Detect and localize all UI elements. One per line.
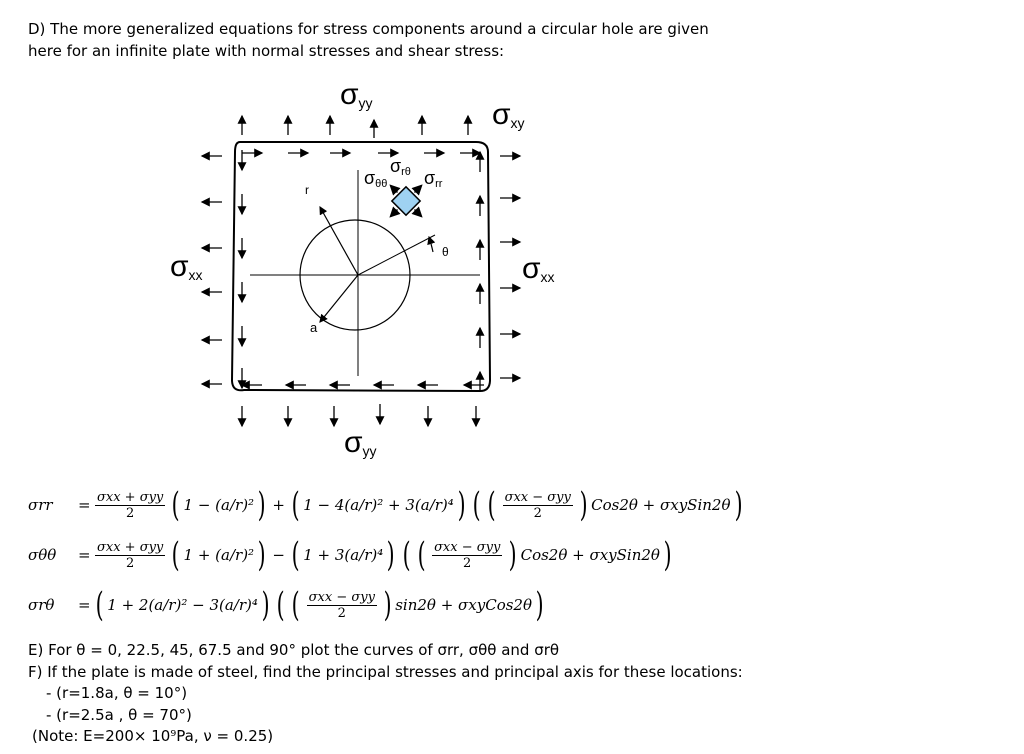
- intro-line-2: here for an infinite plate with normal stresses and shear stress:: [28, 42, 505, 60]
- eq1-paren1: 1 − (a/r)²: [183, 496, 255, 514]
- eq2-frac2: $\frac{\text{σxx − σyy}}{2}$: [434, 539, 501, 571]
- eq3-frac2: $\frac{\text{σxx − σyy}}{2}$: [308, 589, 375, 621]
- bottom-syy-arrows: [242, 404, 476, 426]
- location-1: - (r=1.8a, θ = 10°): [46, 684, 188, 702]
- question-e: E) For θ = 0, 22.5, 45, 67.5 and 90° plot the curves of σrr, σθθ and σrθ: [28, 641, 560, 659]
- label-r: r: [305, 183, 309, 197]
- radius-a-arrow: [320, 275, 358, 322]
- equation-srr: σrr = $\frac{\text{σxx + σyy}}{2}$ ( 1 − (a/r)² ) + ( 1 − 4(a/r)² + 3(a/r)⁴ ) ( ( $\frac{\text{σxx − σyy}}{2}$ ) Cos2θ + σxySin2θ ): [28, 485, 743, 525]
- plate-hole-diagram: [150, 80, 570, 470]
- label-stt: σθθ: [364, 168, 388, 190]
- intro-line-1: D) The more generalized equations for stress components around a circular hole are given: [28, 20, 709, 38]
- questions-block: [28, 640, 743, 748]
- equation-srt: σrθ = ( 1 + 2(a/r)² − 3(a/r)⁴ ) ( ( $\frac{\text{σxx − σyy}}{2}$ ) sin2θ + σxyCos2θ ): [28, 585, 544, 625]
- question-f: F) If the plate is made of steel, find the principal stresses and principal axis for these locations:: [28, 662, 743, 681]
- eq2-paren1: 1 + (a/r)²: [183, 546, 255, 564]
- eq3-lhs: σrθ: [28, 596, 55, 614]
- eq1-paren2: 1 − 4(a/r)² + 3(a/r)⁴: [303, 496, 454, 514]
- label-sxy: σxy: [492, 98, 525, 131]
- left-sxx-arrows: [202, 156, 222, 384]
- label-sxx-right: σxx: [522, 252, 555, 285]
- eq2-tail: Cos2θ + σxySin2θ: [520, 546, 660, 564]
- eq1-frac2: $\frac{\text{σxx − σyy}}{2}$: [504, 489, 571, 521]
- radius-r-arrow: [320, 207, 358, 275]
- right-sxx-arrows: [500, 156, 520, 378]
- eq1-tail: Cos2θ + σxySin2θ: [591, 496, 731, 514]
- eq2-paren2: 1 + 3(a/r)⁴: [303, 546, 384, 564]
- equation-stt: σθθ = $\frac{\text{σxx + σyy}}{2}$ ( 1 + (a/r)² ) − ( 1 + 3(a/r)⁴ ) ( ( $\frac{\text{σxx − σyy}}{2}$ ) Cos2θ + σxySin2θ ): [28, 535, 672, 575]
- label-sxx-left: σxx: [170, 250, 203, 283]
- eq1-lhs: σrr: [28, 496, 53, 514]
- theta-arc-arrow: [429, 237, 433, 252]
- eq1-frac1: $\frac{\text{σxx + σyy}}{2}$: [97, 489, 164, 521]
- label-srr: σrr: [424, 168, 443, 190]
- eq3-paren1: 1 + 2(a/r)² − 3(a/r)⁴: [107, 596, 258, 614]
- radial-line: [358, 235, 435, 275]
- intro-paragraph: [28, 18, 708, 62]
- top-syy-arrows: [242, 116, 468, 138]
- label-theta: θ: [442, 245, 449, 259]
- label-a: a: [310, 320, 318, 335]
- eq2-frac1: $\frac{\text{σxx + σyy}}{2}$: [97, 539, 164, 571]
- label-syy-bottom: σyy: [344, 426, 377, 459]
- location-2: - (r=2.5a , θ = 70°): [46, 705, 192, 724]
- eq2-lhs: σθθ: [28, 546, 57, 564]
- plate-outline: [232, 142, 490, 391]
- label-syy-top: σyy: [340, 80, 373, 111]
- material-note: (Note: E=200× 10⁹Pa, ν = 0.25): [32, 727, 274, 745]
- eq3-tail: sin2θ + σxyCos2θ: [395, 596, 532, 614]
- label-srt: σrθ: [390, 156, 411, 178]
